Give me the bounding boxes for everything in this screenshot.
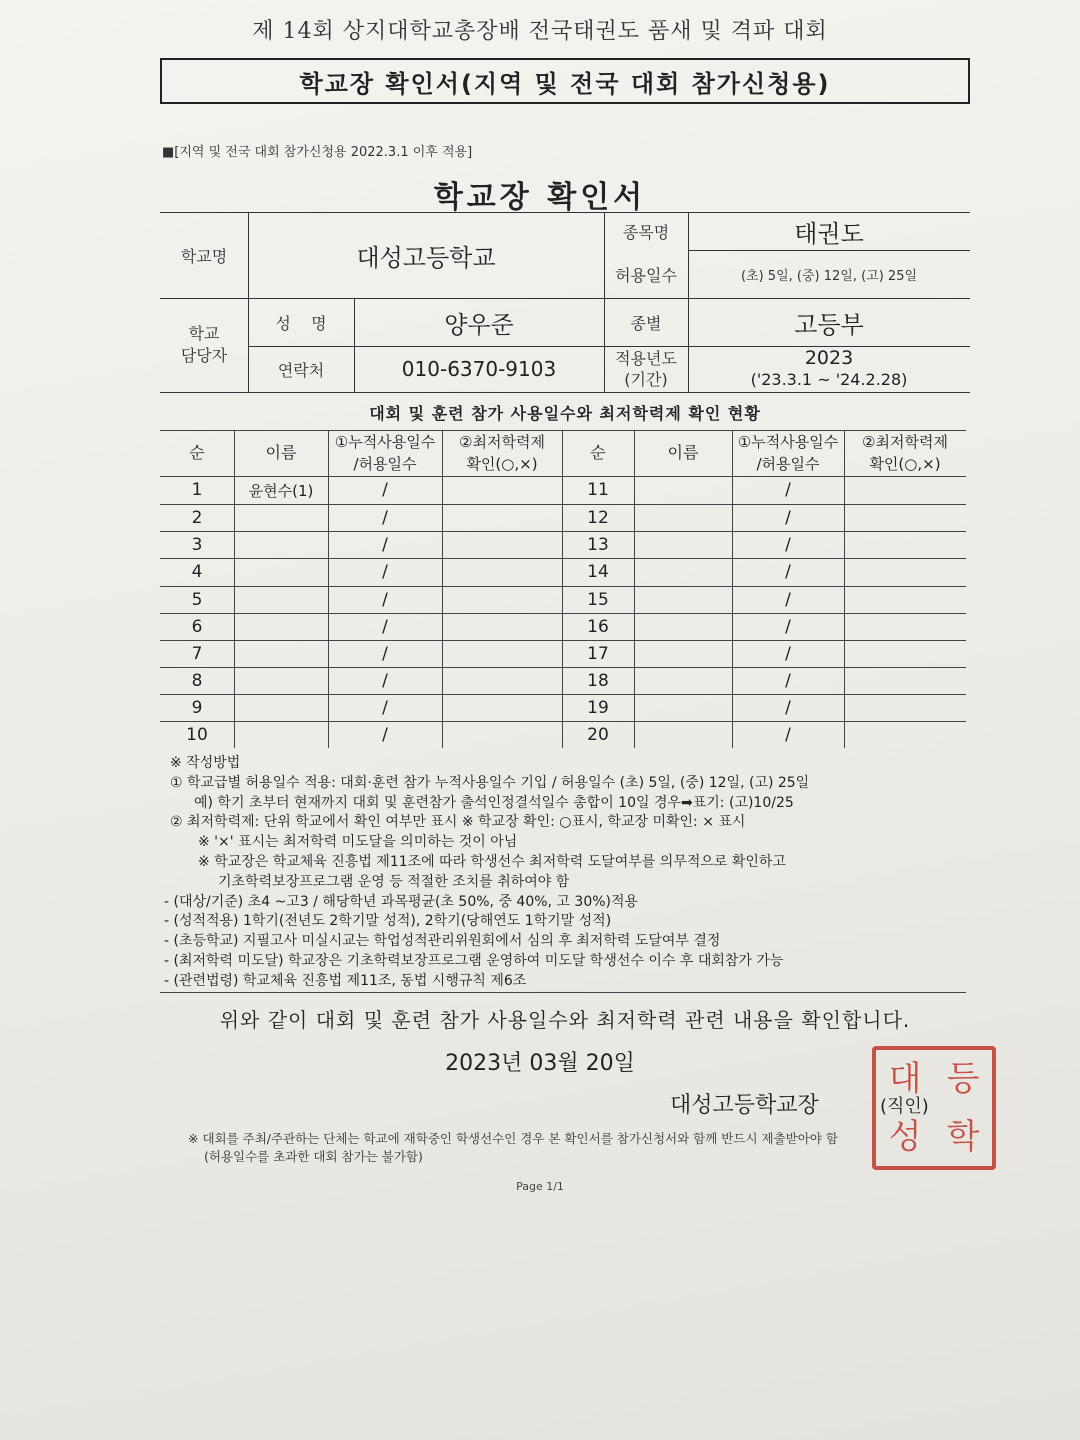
divider	[160, 992, 966, 993]
roster-cell-name	[234, 640, 328, 667]
seal-char: 성	[888, 1117, 922, 1157]
header-acad-left	[442, 430, 562, 476]
allowed-days-value: (초) 5일, (중) 12일, (고) 25일	[740, 268, 918, 284]
roster-cell-name	[634, 613, 732, 640]
roster-cell-name	[634, 531, 732, 558]
year-label-line1: 적용년도	[615, 349, 677, 368]
year-value	[688, 346, 970, 392]
roster-cell-acad	[442, 721, 562, 748]
roster-cell-acad	[844, 640, 966, 667]
roster-cell-name	[634, 586, 732, 613]
roster-cell-days: /	[785, 616, 791, 637]
roster-cell-no: 20	[587, 724, 609, 745]
instructions-line: ① 학교급별 허용일수 적용: 대회·훈련 참가 누적사용일수 기입 / 허용일수 (초) 5일, (중) 12일, (고) 25일	[170, 774, 810, 791]
footnote-line: (허용일수를 초과한 대회 참가는 불가함)	[204, 1149, 423, 1164]
instructions-line: ② 최저학력제: 단위 학교에서 확인 여부만 표시 ※ 학교장 확인: ○표시, 학교장 미확인: × 표시	[170, 814, 746, 831]
roster-cell-no: 12	[587, 507, 609, 528]
header-days-line1: ①누적사용일수	[737, 433, 839, 451]
roster-cell-days: /	[785, 562, 791, 582]
roster-cell-days: /	[785, 534, 791, 555]
instructions	[164, 754, 970, 992]
instructions-line: 예) 학기 초부터 현재까지 대회 및 훈련참가 출석인정결석일수 총합이 10일 경우➡표기: (고)10/25	[194, 794, 794, 811]
seal-char: 학	[946, 1117, 980, 1157]
sport-label: 종목명	[622, 222, 670, 242]
allowed-days-label: 허용일수	[615, 265, 677, 285]
roster-cell-name	[234, 586, 328, 613]
box-title: 학교장 확인서(지역 및 전국 대회 참가신청용)	[160, 58, 970, 104]
roster-cell-name	[234, 504, 328, 531]
roster-cell-acad	[442, 504, 562, 531]
roster-cell-no: 17	[587, 643, 609, 664]
header-name-left: 이름	[265, 443, 297, 462]
roster-cell-name	[234, 721, 328, 748]
instructions-line: ※ '×' 표시는 최저학력 미도달을 의미하는 것이 아님	[198, 834, 518, 851]
roster-cell-acad	[442, 694, 562, 721]
year-value-year: 2023	[804, 347, 854, 369]
header-no-left: 순	[189, 443, 205, 462]
roster-cell-days: /	[382, 507, 388, 528]
roster-cell-name	[234, 558, 328, 586]
status-heading: 대회 및 훈련 참가 사용일수와 최저학력제 확인 현황	[369, 404, 761, 423]
roster-cell-name	[634, 476, 732, 504]
manager-label-line1: 학교	[188, 324, 220, 343]
roster-cell-acad	[844, 667, 966, 694]
instructions-line: - (대상/기준) 초4 ~고3 / 해당학년 과목평균(초 50%, 중 40%, 고 30%)적용	[164, 893, 639, 910]
roster-cell-days: /	[382, 670, 388, 691]
roster-cell-days: /	[382, 643, 388, 664]
contact-value: 010-6370-9103	[401, 357, 557, 381]
roster-cell-name	[234, 667, 328, 694]
roster-cell-name	[634, 640, 732, 667]
info-table	[160, 212, 970, 394]
instructions-heading: ※ 작성방법	[170, 755, 241, 771]
roster-cell-days: /	[382, 724, 388, 745]
confirmation-statement: 위와 같이 대회 및 훈련 참가 사용일수와 최저학력 관련 내용을 확인합니다.	[219, 1008, 911, 1032]
header-acad-line2: 확인(○,×)	[466, 455, 538, 473]
roster-cell-no: 19	[587, 697, 609, 718]
roster-cell-no: 11	[587, 480, 609, 500]
roster-cell-acad	[844, 586, 966, 613]
manager-label-line2: 담당자	[180, 346, 228, 365]
principal-signature: 대성고등학교장	[670, 1093, 819, 1118]
roster-table	[160, 430, 966, 748]
roster-cell-no: 1	[191, 480, 203, 500]
event-title: 제 14회 상지대학교총장배 전국태권도 품새 및 격파 대회	[252, 19, 828, 44]
roster-cell-no: 9	[191, 697, 203, 718]
header-days-line2: /허용일수	[756, 455, 820, 473]
roster-cell-acad	[844, 504, 966, 531]
roster-cell-name	[634, 558, 732, 586]
header-days-line2: /허용일수	[353, 455, 417, 473]
roster-cell-acad	[442, 558, 562, 586]
instructions-line: - (최저학력 미도달) 학교장은 기초학력보장프로그램 운영하여 미도달 학생선수 이수 후 대회참가 가능	[164, 952, 784, 969]
roster-cell-name	[234, 531, 328, 558]
roster-cell-acad	[844, 476, 966, 504]
header-days-left	[328, 430, 442, 476]
roster-cell-name	[634, 721, 732, 748]
year-label-line2: (기간)	[624, 370, 668, 389]
roster-cell-name	[634, 504, 732, 531]
roster-cell-acad	[442, 667, 562, 694]
roster-cell-days: /	[382, 480, 388, 500]
instructions-line: ※ 학교장은 학교체육 진흥법 제11조에 따라 학생선수 최저학력 도달여부를 의무적으로 확인하고	[198, 853, 786, 870]
seal-char: 대	[888, 1059, 922, 1099]
roster-cell-name: 윤현수(1)	[248, 481, 314, 500]
document-title: 학교장 확인서	[433, 180, 647, 215]
roster-cell-days: /	[382, 562, 388, 582]
roster-cell-acad	[844, 694, 966, 721]
school-name: 대성고등학교	[356, 243, 496, 272]
roster-cell-days: /	[785, 507, 791, 528]
roster-cell-acad	[442, 640, 562, 667]
roster-cell-no: 6	[191, 616, 203, 637]
category-value: 고등부	[794, 310, 864, 339]
header-acad-line1: ②최저학력제	[862, 433, 948, 451]
applicability-note: ■[지역 및 전국 대회 참가신청용 2022.3.1 이후 적용]	[162, 145, 473, 160]
page-number: Page 1/1	[516, 1180, 564, 1193]
roster-cell-days: /	[785, 697, 791, 718]
footnote	[188, 1130, 838, 1166]
instructions-line: - (성적적용) 1학기(전년도 2학기말 성적), 2학기(당해연도 1학기말 성적)	[164, 913, 612, 930]
instructions-line: - (관련법령) 학교체육 진흥법 제11조, 동법 시행규칙 제6조	[164, 972, 527, 989]
roster-cell-name	[234, 694, 328, 721]
roster-cell-acad	[442, 531, 562, 558]
category-label: 종별	[630, 313, 662, 333]
roster-cell-name	[634, 667, 732, 694]
instructions-line: - (초등학교) 지필고사 미실시교는 학업성적관리위원회에서 심의 후 최저학력 도달여부 결정	[164, 933, 721, 950]
header-no-right: 순	[590, 443, 606, 462]
roster-cell-days: /	[382, 616, 388, 637]
roster-cell-no: 4	[191, 562, 203, 582]
roster-cell-days: /	[785, 670, 791, 691]
footnote-line: ※ 대회를 주최/주관하는 단체는 학교에 재학중인 학생선수인 경우 본 확인서를 참가신청서와 함께 반드시 제출받아야 함	[188, 1131, 838, 1146]
contact-label: 연락처	[277, 360, 325, 380]
roster-cell-no: 3	[191, 534, 203, 555]
roster-cell-days: /	[382, 589, 388, 610]
roster-cell-no: 5	[191, 589, 203, 610]
header-days-right	[732, 430, 844, 476]
roster-cell-no: 18	[587, 670, 609, 691]
issue-date: 2023년 03월 20일	[445, 1051, 635, 1076]
sport-value: 태권도	[794, 219, 864, 248]
school-label: 학교명	[180, 246, 228, 266]
header-acad-line1: ②최저학력제	[459, 433, 545, 451]
roster-cell-no: 13	[587, 534, 609, 555]
year-label	[604, 346, 688, 392]
manager-name: 양우준	[444, 310, 514, 339]
roster-cell-no: 14	[587, 562, 609, 582]
roster-cell-days: /	[785, 643, 791, 664]
roster-cell-days: /	[382, 697, 388, 718]
roster-cell-name	[234, 613, 328, 640]
roster-cell-days: /	[785, 480, 791, 500]
roster-cell-name	[634, 694, 732, 721]
header-acad-right	[844, 430, 966, 476]
seal-char: 등	[946, 1059, 980, 1099]
roster-cell-days: /	[785, 589, 791, 610]
roster-cell-acad	[844, 721, 966, 748]
roster-cell-no: 10	[186, 724, 208, 745]
roster-cell-no: 8	[191, 670, 203, 691]
manager-label	[160, 298, 248, 392]
seal-mark: (직인)	[880, 1096, 929, 1117]
header-days-line1: ①누적사용일수	[334, 433, 436, 451]
instructions-line: 기초학력보장프로그램 운영 등 적절한 조치를 취하여야 함	[218, 873, 570, 890]
roster-cell-no: 15	[587, 589, 609, 610]
name-label: 성 명	[275, 313, 327, 333]
year-value-period: ('23.3.1 ~ '24.2.28)	[750, 370, 908, 389]
header-acad-line2: 확인(○,×)	[869, 455, 941, 473]
roster-cell-acad	[844, 531, 966, 558]
roster-cell-acad	[844, 613, 966, 640]
header-name-right: 이름	[667, 443, 699, 462]
roster-cell-no: 16	[587, 616, 609, 637]
roster-cell-acad	[442, 613, 562, 640]
roster-cell-acad	[442, 586, 562, 613]
roster-cell-no: 2	[191, 507, 203, 528]
roster-cell-no: 7	[191, 643, 203, 664]
roster-cell-acad	[442, 476, 562, 504]
roster-cell-days: /	[785, 724, 791, 745]
roster-cell-acad	[844, 558, 966, 586]
roster-cell-days: /	[382, 534, 388, 555]
